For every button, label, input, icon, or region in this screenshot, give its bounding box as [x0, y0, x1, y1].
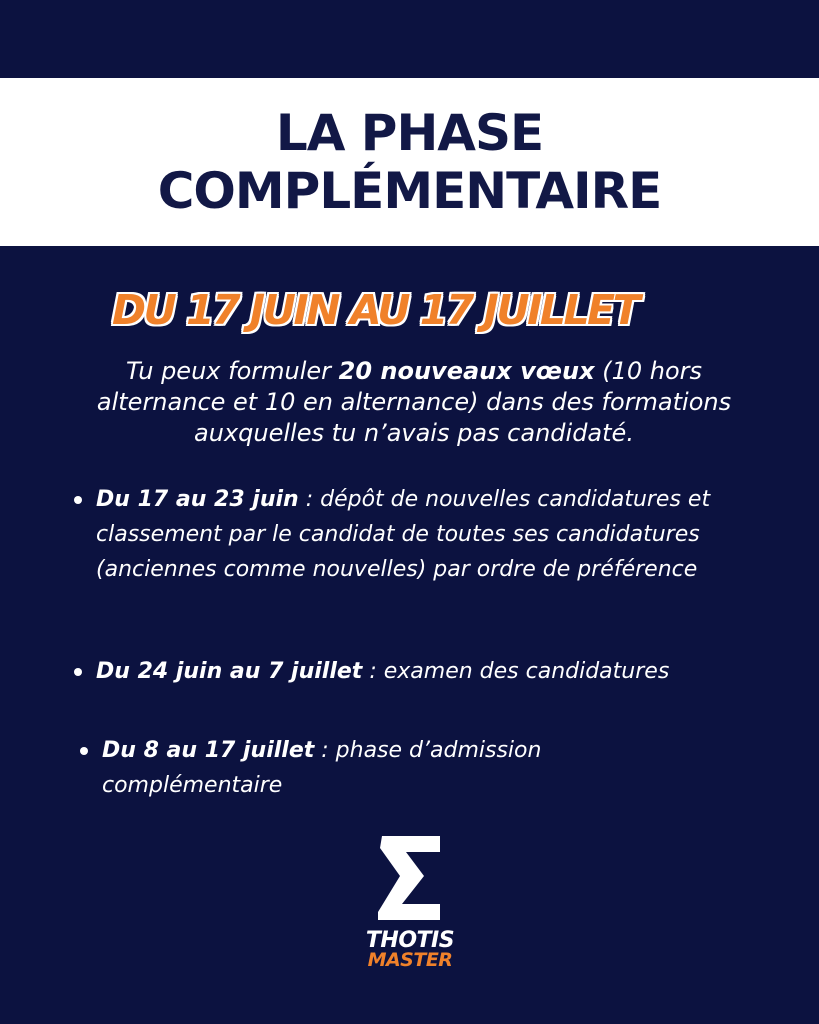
page-title-line1: LA PHASE	[275, 104, 544, 162]
date-range-heading: DU 17 JUIN AU 17 JUILLET	[112, 286, 639, 334]
intro-text-after: (10 hors alternance et 10 en alternance) dans des formations auxquelles tu n’avais pas candidaté.	[96, 357, 732, 447]
logo-word-thotis: THOTIS	[365, 928, 455, 953]
logo-word-master: MASTER	[367, 949, 453, 971]
bullet-dot-icon	[80, 747, 88, 755]
intro-text-before: Tu peux formuler	[125, 357, 339, 385]
title-band	[0, 78, 819, 246]
list-item-date: Du 17 au 23 juin	[96, 487, 299, 512]
list-item-date: Du 8 au 17 juillet	[102, 738, 315, 763]
bullet-dot-icon	[74, 668, 82, 676]
sigma-icon	[340, 832, 480, 928]
list-item	[96, 482, 776, 587]
list-item	[102, 733, 662, 803]
thotis-master-logo	[340, 832, 480, 972]
list-item-date: Du 24 juin au 7 juillet	[96, 659, 363, 684]
list-item-text: : dépôt de nouvelles candidatures et classement par le candidat de toutes ses candidatures (anciennes comme nouvelles) par ordre de préférence	[96, 487, 711, 582]
list-item-text: : phase d’admission complémentaire	[102, 738, 542, 798]
list-item	[96, 654, 776, 689]
intro-highlight: 20 nouveaux vœux	[338, 357, 595, 385]
page-title-line2: COMPLÉMENTAIRE	[157, 162, 662, 220]
bullet-dot-icon	[74, 496, 82, 504]
intro-paragraph	[60, 356, 768, 449]
list-item-text: : examen des candidatures	[362, 659, 670, 684]
